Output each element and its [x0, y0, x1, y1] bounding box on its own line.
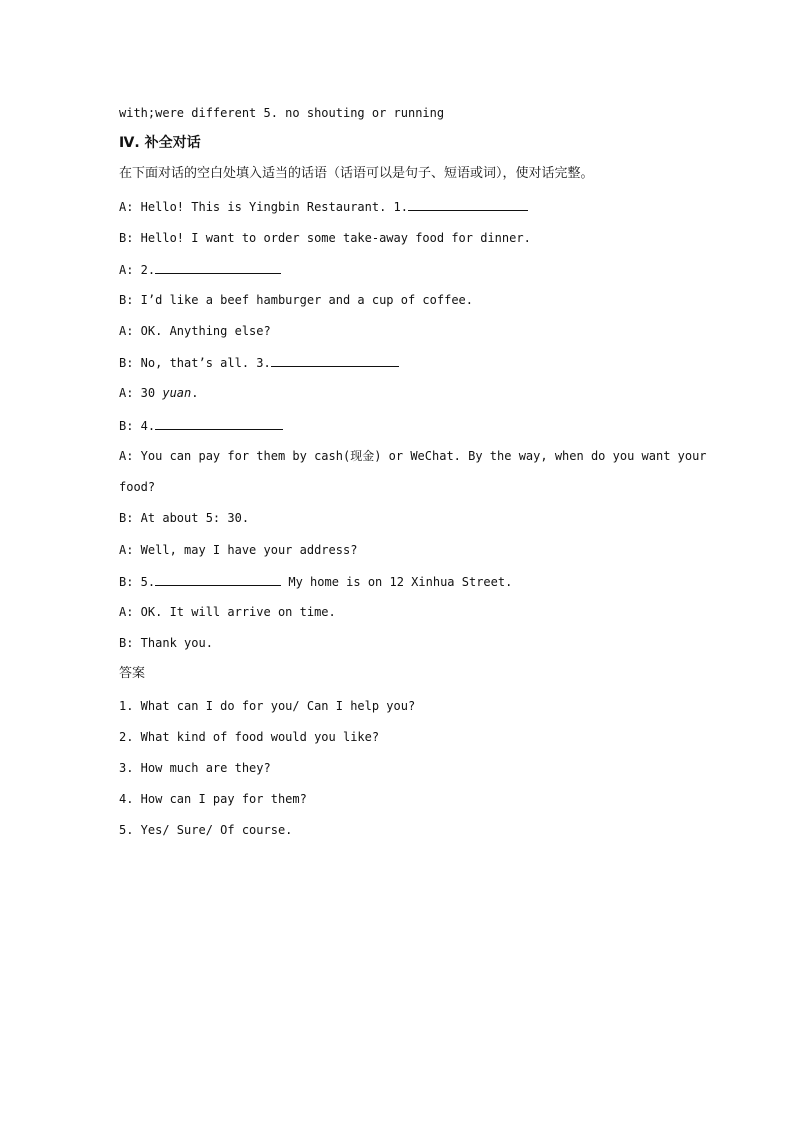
dialogue-text: B: No, that’s all. 3.: [119, 356, 271, 370]
dialogue-line: A: Well, may I have your address?: [119, 543, 358, 557]
answer-item: 5. Yes/ Sure/ Of course.: [119, 823, 293, 837]
dialogue-line: [119, 573, 512, 590]
dialogue-line: [119, 198, 528, 215]
document-page: [119, 0, 707, 1123]
dialogue-line: [119, 261, 281, 278]
dialogue-text: B: 4.: [119, 419, 156, 433]
dialogue-text: My home is on 12 Xinhua Street.: [281, 575, 513, 589]
dialogue-line: A: OK. Anything else?: [119, 324, 271, 338]
section-instruction: 在下面对话的空白处填入适当的话语（话语可以是句子、短语或词），使对话完整。: [119, 166, 594, 181]
dialogue-text: A: Hello! This is Yingbin Restaurant. 1.: [119, 200, 408, 214]
previous-answer-tail: with;were different 5. no shouting or running: [119, 106, 445, 120]
answers-title: 答案: [119, 666, 146, 681]
dialogue-text: B: 5.: [119, 575, 156, 589]
dialogue-line: [119, 385, 199, 401]
answer-blank: [155, 261, 281, 274]
dialogue-line: B: At about 5: 30.: [119, 511, 250, 525]
dialogue-line: [119, 354, 399, 371]
answer-blank: [408, 198, 528, 211]
answer-item: 2. What kind of food would you like?: [119, 730, 380, 744]
dialogue-line: B: Hello! I want to order some take-away food for dinner.: [119, 231, 531, 245]
answer-item: 1. What can I do for you/ Can I help you?: [119, 699, 416, 713]
dialogue-line: B: Thank you.: [119, 636, 213, 650]
answer-blank: [155, 417, 283, 430]
answer-item: 3. How much are they?: [119, 761, 271, 775]
dialogue-text: .: [191, 386, 199, 400]
answer-blank: [271, 354, 399, 367]
dialogue-text: A: You can pay for them by cash(: [119, 449, 351, 463]
dialogue-text: A: 30: [119, 386, 163, 400]
answer-blank: [155, 573, 281, 586]
chinese-gloss: 现金: [350, 449, 375, 463]
dialogue-text: ) or WeChat. By the way, when do you want your: [374, 449, 707, 463]
answer-item: 4. How can I pay for them?: [119, 792, 307, 806]
dialogue-line: B: I’d like a beef hamburger and a cup of coffee.: [119, 293, 474, 307]
currency-word: yuan: [162, 386, 192, 400]
section-title: Ⅳ. 补全对话: [119, 135, 201, 151]
dialogue-line: food?: [119, 480, 156, 494]
dialogue-line: [119, 448, 707, 464]
dialogue-line: A: OK. It will arrive on time.: [119, 605, 336, 619]
dialogue-line: [119, 417, 283, 434]
dialogue-text: A: 2.: [119, 263, 156, 277]
